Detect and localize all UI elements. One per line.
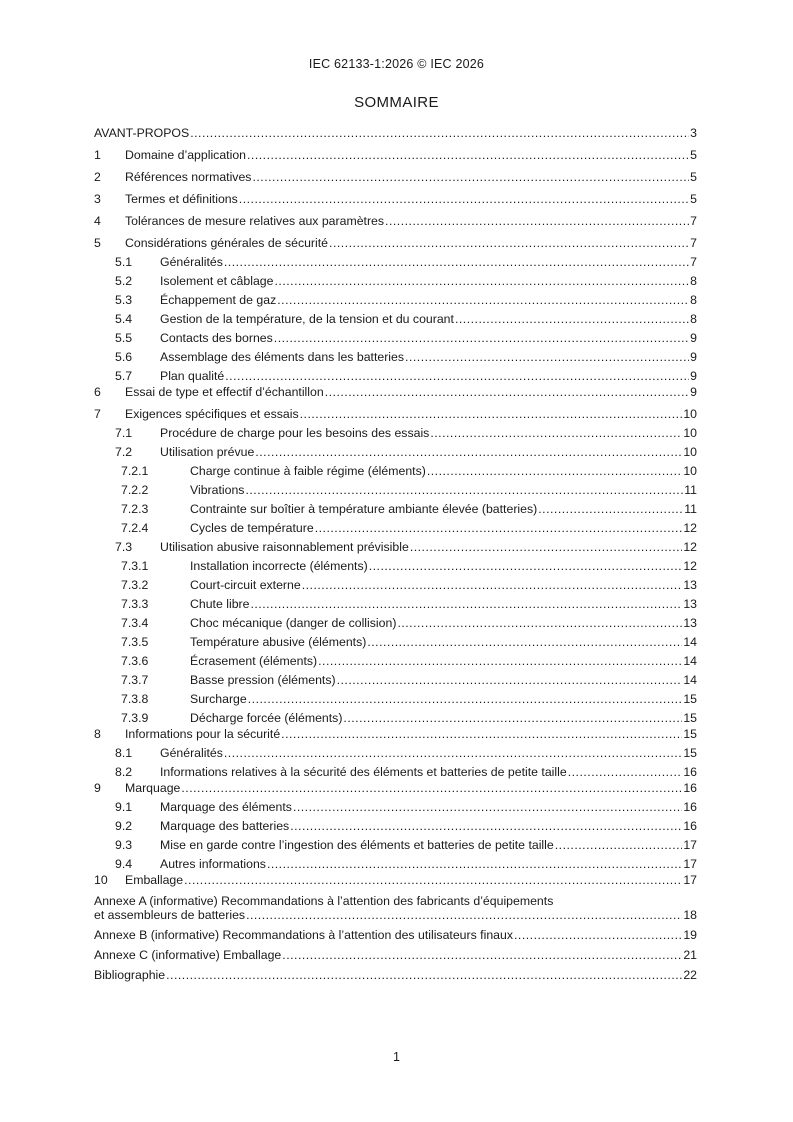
toc-entry-label: Basse pression (éléments) (190, 673, 336, 687)
toc-entry-page: 15 (683, 711, 697, 725)
dot-leader (455, 312, 689, 326)
dot-leader (568, 765, 683, 779)
toc-entry-number: 7.3.7 (121, 673, 149, 687)
toc-entry-page: 12 (683, 559, 697, 573)
toc-entry-annex[interactable] (94, 908, 697, 922)
dot-leader (410, 540, 683, 554)
toc-entry[interactable] (94, 148, 697, 162)
dot-leader (245, 483, 683, 497)
toc-entry-page: 5 (690, 170, 697, 184)
toc-entry[interactable] (94, 293, 697, 307)
toc-entry[interactable] (94, 746, 697, 760)
toc-entry[interactable] (94, 838, 697, 852)
toc-entry-number: 7.3.1 (121, 559, 149, 573)
dot-leader (255, 445, 682, 459)
dot-leader (337, 673, 683, 687)
dot-leader (538, 502, 683, 516)
toc-entry-label: Contacts des bornes (160, 331, 273, 345)
toc-entry[interactable] (94, 426, 697, 440)
dot-leader (343, 711, 682, 725)
toc-entry-label: Contrainte sur boîtier à température ambiante élevée (batteries) (190, 502, 538, 516)
dot-leader (248, 692, 683, 706)
page-title: SOMMAIRE (354, 94, 439, 111)
dot-leader (514, 928, 682, 942)
toc-entry-page: 22 (683, 968, 697, 982)
toc-entry[interactable] (94, 800, 697, 814)
toc-entry-number: 8 (94, 727, 101, 741)
toc-entry-label: Charge continue à faible régime (éléments) (190, 464, 426, 478)
toc-entry-number: 8.2 (115, 765, 133, 779)
toc-entry-page: 17 (683, 873, 697, 887)
toc-entry-label: Annexe C (informative) Emballage (94, 948, 282, 962)
toc-entry-label: Plan qualité (160, 369, 225, 383)
toc-entry-number: 9.2 (115, 819, 133, 833)
toc-entry-label: Références normatives (125, 170, 252, 184)
toc-entry-number: 5.7 (115, 369, 133, 383)
toc-entry[interactable] (94, 331, 697, 345)
toc-entry-number: 5 (94, 236, 101, 250)
dot-leader (555, 838, 683, 852)
toc-entry-page: 9 (690, 369, 697, 383)
dot-leader (397, 616, 682, 630)
dot-leader (318, 654, 682, 668)
toc-entry-label: Essai de type et effectif d’échantillon (125, 385, 324, 399)
dot-leader (166, 968, 682, 982)
toc-entry-label: Marquage (125, 781, 181, 795)
toc-entry-number: 5.1 (115, 255, 133, 269)
toc-entry-number: 4 (94, 214, 101, 228)
toc-entry-page: 10 (683, 464, 697, 478)
dot-leader (300, 407, 683, 421)
dot-leader (274, 274, 689, 288)
toc-entry[interactable] (94, 873, 697, 887)
toc-entry-page: 14 (683, 654, 697, 668)
toc-entry-label: Échappement de gaz (160, 293, 277, 307)
dot-leader (224, 746, 682, 760)
dot-leader (290, 819, 682, 833)
toc-entry-label: Annexe B (informative) Recommandations à l’attention des utilisateurs finaux (94, 928, 513, 942)
toc-entry-number: 3 (94, 192, 101, 206)
toc-entry-number: 7.3.8 (121, 692, 149, 706)
toc-entry[interactable] (94, 819, 697, 833)
dot-leader (250, 597, 682, 611)
toc-entry-page: 7 (690, 214, 697, 228)
toc-entry-page: 11 (684, 483, 697, 497)
toc-entry-page: 16 (683, 781, 697, 795)
toc-entry-label: Procédure de charge pour les besoins des essais (160, 426, 430, 440)
dot-leader (302, 578, 683, 592)
toc-entry-number: 7.2.4 (121, 521, 149, 535)
dot-leader (190, 126, 689, 140)
toc-entry-number: 9.1 (115, 800, 133, 814)
dot-leader (239, 192, 689, 206)
toc-entry-label: Bibliographie (94, 968, 166, 982)
toc-entry-number: 7.3.6 (121, 654, 149, 668)
toc-entry-label: Assemblage des éléments dans les batteries (160, 350, 405, 364)
toc-entry[interactable] (94, 673, 697, 687)
toc-entry[interactable] (94, 781, 697, 795)
toc-entry[interactable] (94, 857, 697, 871)
dot-leader (385, 214, 689, 228)
dot-leader (281, 727, 682, 741)
dot-leader (224, 255, 689, 269)
toc-entry-page: 5 (690, 148, 697, 162)
toc-entry-label: Tolérances de mesure relatives aux paramètres (125, 214, 385, 228)
toc-entry-annex[interactable] (94, 948, 697, 962)
toc-entry-label: Décharge forcée (éléments) (190, 711, 343, 725)
toc-entry-label: Isolement et câblage (160, 274, 274, 288)
toc-entry-page: 9 (690, 331, 697, 345)
toc-entry-page: 15 (683, 746, 697, 760)
toc-entry-label: Température abusive (éléments) (190, 635, 367, 649)
toc-entry-label: et assembleurs de batteries (94, 908, 246, 922)
toc-entry-page: 12 (683, 540, 697, 554)
toc-entry[interactable] (94, 521, 697, 535)
toc-entry-number: 5.6 (115, 350, 133, 364)
dot-leader (225, 369, 689, 383)
toc-entry-page: 15 (683, 692, 697, 706)
toc-entry[interactable] (94, 502, 697, 516)
toc-entry-page: 17 (683, 857, 697, 871)
toc-entry-label: Marquage des batteries (160, 819, 290, 833)
toc-entry-page: 5 (690, 192, 697, 206)
toc-entry[interactable] (94, 126, 697, 140)
toc-entry-label: Exigences spécifiques et essais (125, 407, 299, 421)
toc-entry-page: 13 (683, 578, 697, 592)
page-number: 1 (393, 1050, 400, 1064)
toc-entry[interactable] (94, 407, 697, 421)
toc-entry-number: 2 (94, 170, 101, 184)
toc-entry[interactable] (94, 192, 697, 206)
toc-entry-label: Chute libre (190, 597, 250, 611)
toc-entry-page: 15 (683, 727, 697, 741)
toc-entry-number: 9.3 (115, 838, 133, 852)
table-of-contents (94, 126, 697, 982)
toc-entry-number: 7.3.3 (121, 597, 149, 611)
dot-leader (293, 800, 682, 814)
toc-entry-page: 12 (683, 521, 697, 535)
toc-entry-number: 8.1 (115, 746, 133, 760)
toc-entry[interactable] (94, 635, 697, 649)
toc-entry-label: Généralités (160, 746, 223, 760)
toc-entry-label: Court-circuit externe (190, 578, 301, 592)
toc-entry-label: Informations relatives à la sécurité des éléments et batteries de petite taille (160, 765, 567, 779)
toc-entry-page: 14 (683, 635, 697, 649)
toc-entry-label: Vibrations (190, 483, 245, 497)
dot-leader (267, 857, 682, 871)
toc-entry-annex[interactable] (94, 928, 697, 942)
dot-leader (329, 236, 689, 250)
toc-entry-page: 16 (683, 800, 697, 814)
toc-entry-page: 21 (683, 948, 697, 962)
document-header: IEC 62133-1:2026 © IEC 2026 (308, 57, 485, 71)
toc-entry-number: 5.5 (115, 331, 133, 345)
toc-entry-label: Emballage (125, 873, 184, 887)
dot-leader (427, 464, 682, 478)
toc-entry-label: Écrasement (éléments) (190, 654, 318, 668)
toc-entry-page: 18 (683, 908, 697, 922)
toc-entry-page: 8 (690, 293, 697, 307)
toc-entry-label: Généralités (160, 255, 223, 269)
toc-entry[interactable] (94, 214, 697, 228)
toc-entry-page: 19 (683, 928, 697, 942)
toc-entry-page: 10 (683, 407, 697, 421)
dot-leader (247, 148, 689, 162)
toc-entry-label: Utilisation abusive raisonnablement prévisible (160, 540, 409, 554)
toc-entry-page: 17 (683, 838, 697, 852)
toc-entry-page: 13 (683, 597, 697, 611)
toc-entry-label: Termes et définitions (125, 192, 238, 206)
toc-entry-page: 14 (683, 673, 697, 687)
toc-entry[interactable] (94, 369, 697, 383)
toc-entry-number: 5.4 (115, 312, 133, 326)
toc-entry-page: 10 (683, 445, 697, 459)
toc-entry-label: Domaine d’application (125, 148, 246, 162)
toc-entry-page: 13 (683, 616, 697, 630)
dot-leader (246, 908, 682, 922)
toc-entry-number: 7 (94, 407, 101, 421)
toc-entry[interactable] (94, 692, 697, 706)
toc-entry[interactable] (94, 727, 697, 741)
toc-entry-page: 10 (683, 426, 697, 440)
toc-entry-page: 16 (683, 765, 697, 779)
toc-entry-page: 8 (690, 274, 697, 288)
toc-entry-number: 1 (94, 148, 101, 162)
annex-title-line: Annexe A (informative) Recommandations à l’attention des fabricants d’équipements (94, 894, 554, 908)
toc-entry-number: 10 (94, 873, 108, 887)
toc-entry-number: 7.3 (115, 540, 133, 554)
dot-leader (274, 331, 689, 345)
toc-entry-label: Utilisation prévue (160, 445, 255, 459)
toc-entry-number: 7.2.1 (121, 464, 149, 478)
toc-entry[interactable] (94, 765, 697, 779)
toc-entry[interactable] (94, 274, 697, 288)
toc-entry[interactable] (94, 464, 697, 478)
dot-leader (430, 426, 682, 440)
toc-entry-label: Mise en garde contre l’ingestion des éléments et batteries de petite taille (160, 838, 554, 852)
toc-entry-number: 7.3.2 (121, 578, 149, 592)
toc-entry[interactable] (94, 236, 697, 250)
toc-entry-page: 8 (690, 312, 697, 326)
toc-entry-label: Choc mécanique (danger de collision) (190, 616, 397, 630)
toc-entry[interactable] (94, 540, 697, 554)
toc-entry-page: 9 (690, 350, 697, 364)
dot-leader (315, 521, 683, 535)
dot-leader (181, 781, 682, 795)
toc-entry[interactable] (94, 255, 697, 269)
toc-entry[interactable] (94, 385, 697, 399)
toc-entry[interactable] (94, 170, 697, 184)
toc-entry-number: 6 (94, 385, 101, 399)
toc-entry-number: 9 (94, 781, 101, 795)
toc-entry-number: 7.2.2 (121, 483, 149, 497)
toc-entry[interactable] (94, 711, 697, 725)
toc-entry-page: 9 (690, 385, 697, 399)
toc-entry-number: 7.2 (115, 445, 133, 459)
toc-entry-number: 5.2 (115, 274, 133, 288)
dot-leader (405, 350, 689, 364)
dot-leader (184, 873, 682, 887)
dot-leader (277, 293, 689, 307)
dot-leader (369, 559, 683, 573)
toc-entry-number: 9.4 (115, 857, 133, 871)
toc-entry[interactable] (94, 616, 697, 630)
toc-entry-label: Cycles de température (190, 521, 314, 535)
toc-entry[interactable] (94, 559, 697, 573)
toc-entry-label: Informations pour la sécurité (125, 727, 281, 741)
toc-entry[interactable] (94, 350, 697, 364)
toc-entry-page: 7 (690, 255, 697, 269)
toc-entry-page: 7 (690, 236, 697, 250)
toc-entry[interactable] (94, 312, 697, 326)
toc-entry-annex[interactable] (94, 968, 697, 982)
toc-entry-label: Considérations générales de sécurité (125, 236, 329, 250)
dot-leader (325, 385, 689, 399)
toc-entry-label: AVANT-PROPOS (94, 126, 190, 140)
toc-entry-page: 11 (684, 502, 697, 516)
toc-entry[interactable] (94, 597, 697, 611)
toc-entry-number: 7.3.4 (121, 616, 149, 630)
toc-entry-label: Installation incorrecte (éléments) (190, 559, 368, 573)
toc-entry-label: Marquage des éléments (160, 800, 292, 814)
dot-leader (282, 948, 682, 962)
toc-entry-label: Gestion de la température, de la tension et du courant (160, 312, 454, 326)
toc-entry-number: 7.3.9 (121, 711, 149, 725)
toc-entry[interactable] (94, 483, 697, 497)
toc-entry-number: 7.2.3 (121, 502, 149, 516)
toc-entry-label: Autres informations (160, 857, 266, 871)
dot-leader (252, 170, 689, 184)
dot-leader (367, 635, 682, 649)
toc-entry-number: 7.1 (115, 426, 133, 440)
toc-entry-number: 5.3 (115, 293, 133, 307)
toc-entry-number: 7.3.5 (121, 635, 149, 649)
toc-entry[interactable] (94, 445, 697, 459)
toc-entry-label: Surcharge (190, 692, 247, 706)
toc-entry[interactable] (94, 578, 697, 592)
toc-entry-page: 3 (690, 126, 697, 140)
toc-entry[interactable] (94, 654, 697, 668)
toc-entry-page: 16 (683, 819, 697, 833)
